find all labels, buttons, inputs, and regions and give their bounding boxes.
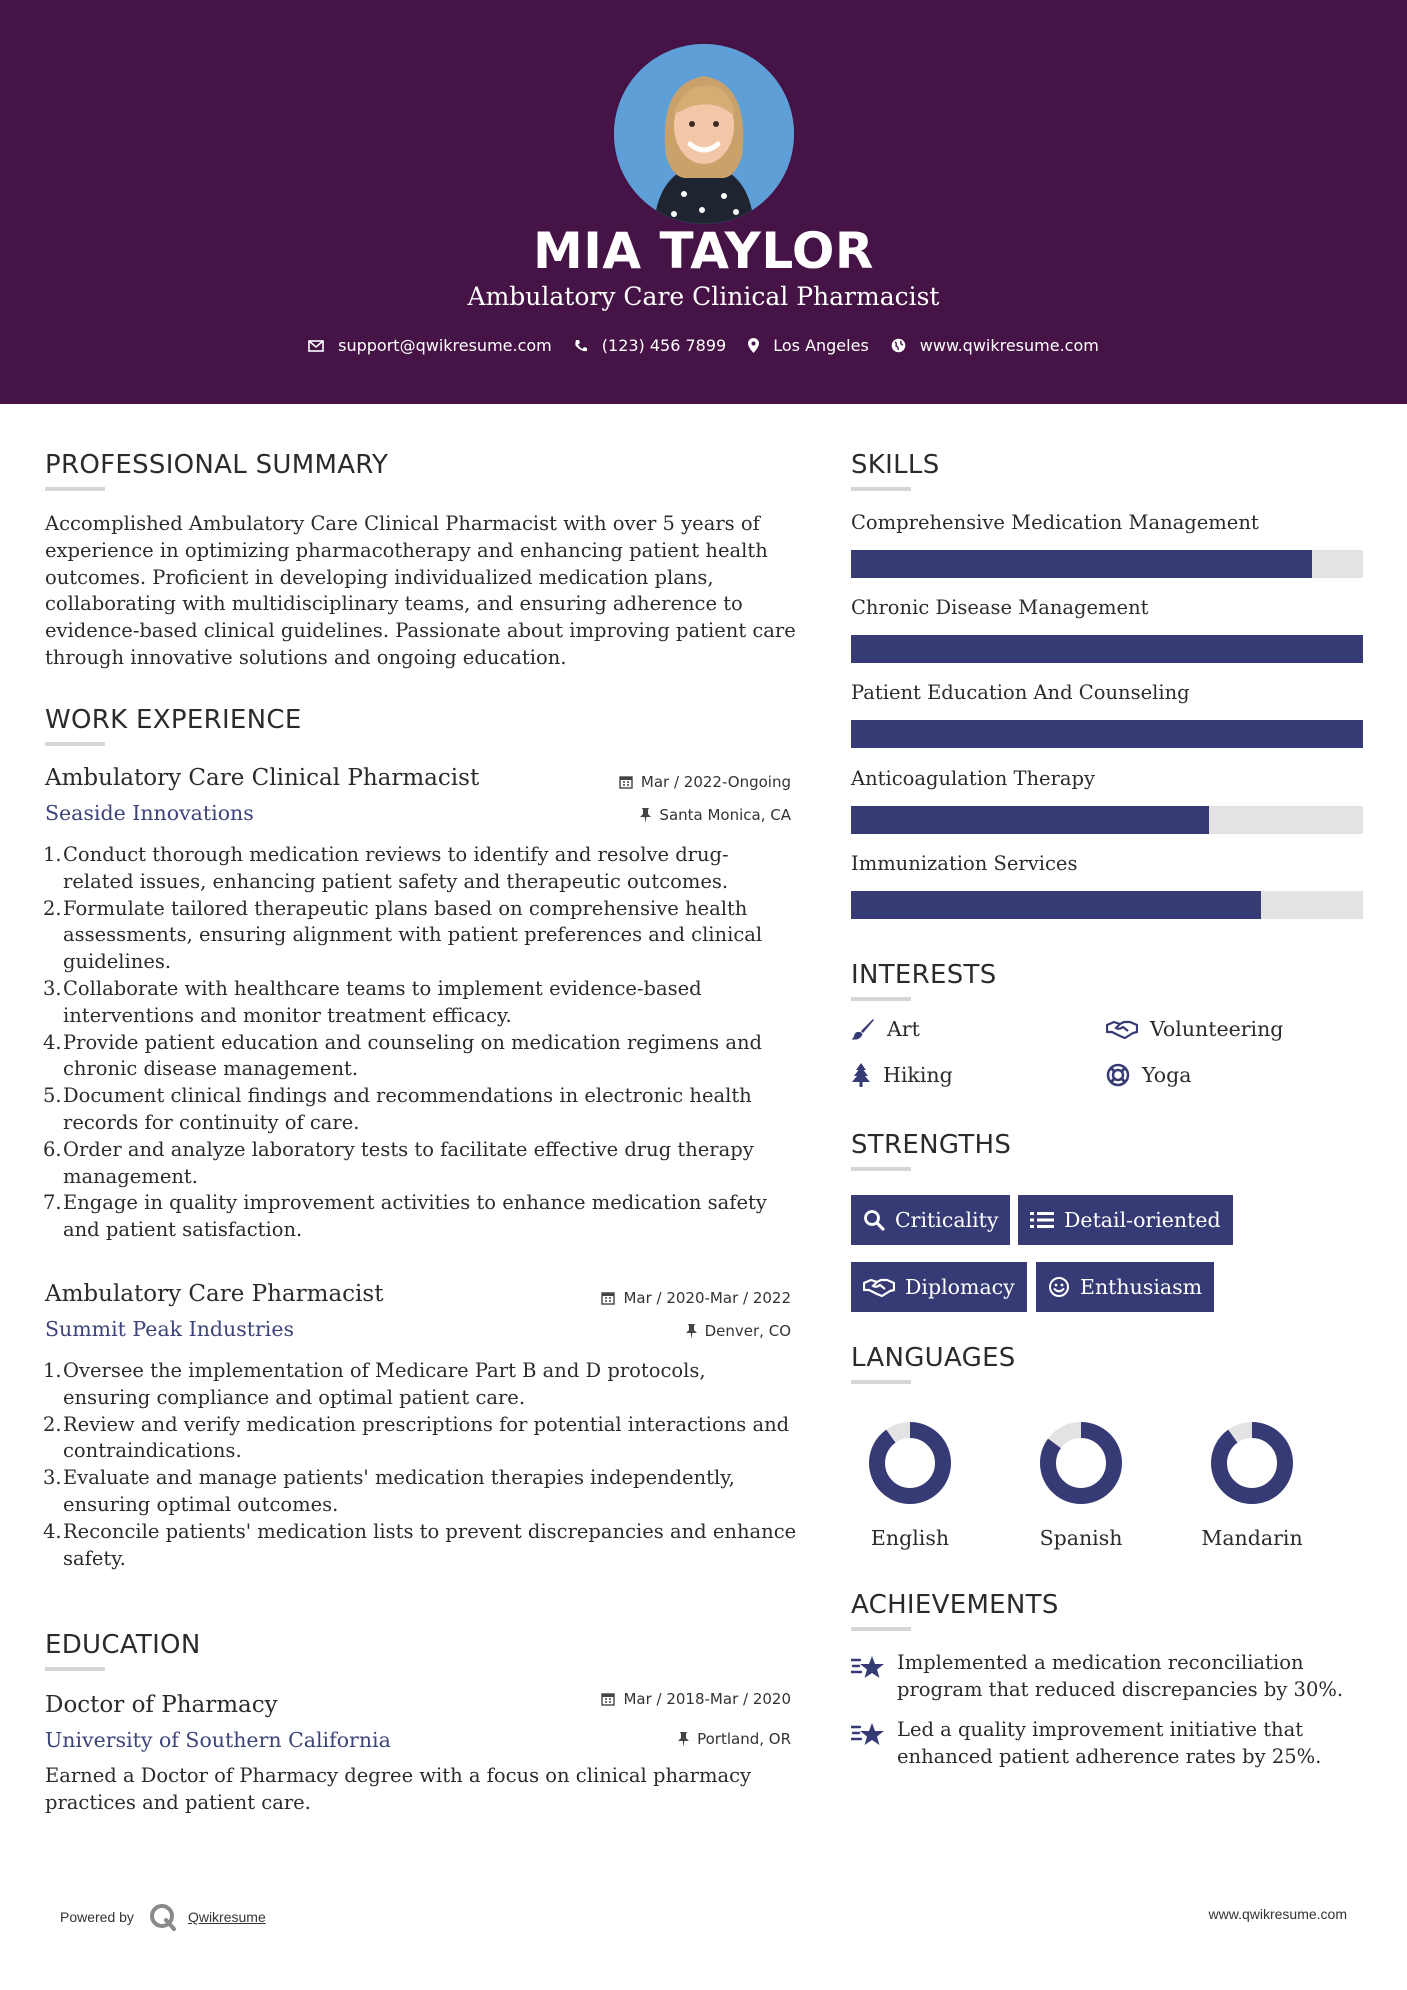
interest-item [1106,1063,1191,1087]
experience-heading-rule [45,742,105,746]
contact-phone[interactable] [574,336,726,355]
strength-label: Criticality [895,1208,999,1232]
calendar-icon [619,775,633,789]
handshake-icon [1106,1019,1138,1039]
contact-website[interactable] [891,336,1099,355]
shooting-star-icon [851,1654,885,1680]
language-name: Spanish [1039,1526,1123,1550]
language-name: Mandarin [1201,1526,1303,1550]
job-title: Ambulatory Care Clinical Pharmacist [45,765,480,791]
languages-heading: LANGUAGES [851,1343,1016,1373]
footer-powered-by [60,1902,266,1932]
lifebuoy-icon [1106,1063,1130,1087]
strength-label: Enthusiasm [1080,1275,1203,1299]
job-bullet-list [45,842,797,1244]
language-level-ring [865,1418,955,1508]
education-heading: EDUCATION [45,1630,201,1660]
calendar-icon [601,1692,615,1706]
pushpin-icon [640,808,651,823]
language-level-ring [1036,1418,1126,1508]
job-dates [619,773,791,791]
job-location [640,806,791,824]
skill-bar [851,720,1363,748]
contact-email-text: support@qwikresume.com [338,336,552,355]
pushpin-icon [686,1324,697,1339]
contact-bar [0,336,1407,355]
language-level-ring [1207,1418,1297,1508]
list-item: 5. Document clinical findings and recommendations in electronic health records for continuity of care. [43,1084,752,1134]
achievement-item [851,1717,1351,1771]
company-name: Summit Peak Industries [45,1317,294,1341]
list-item: 7. Engage in quality improvement activities to enhance medication safety and patient satisfaction. [43,1191,767,1242]
education-dates-text: Mar / 2018-Mar / 2020 [623,1690,791,1708]
skill-name: Anticoagulation Therapy [851,767,1096,790]
skill-bar [851,806,1363,834]
achievement-text: Implemented a medication reconciliation program that reduced discrepancies by 30%. [897,1651,1344,1701]
job-location-text: Santa Monica, CA [659,806,791,824]
list-item: 3. Evaluate and manage patients' medication therapies independently, ensuring optimal outcomes. [43,1466,735,1516]
skill-name: Patient Education And Counseling [851,681,1190,704]
interest-label: Volunteering [1150,1017,1284,1041]
qwikresume-logo-icon [148,1902,178,1932]
strength-tag [1036,1262,1214,1312]
skill-bar [851,891,1363,919]
job-dates-text: Mar / 2022-Ongoing [640,773,791,791]
languages-heading-rule [851,1380,911,1384]
interests-heading: INTERESTS [851,960,997,990]
powered-by-text: Powered by [60,1909,134,1925]
achievements-heading-rule [851,1627,911,1631]
list-item: 1. Conduct thorough medication reviews to identify and resolve drug-related issues, enhancing patient safety and therapeutic outcomes. [43,843,729,893]
skill-name: Immunization Services [851,852,1078,875]
education-text: Earned a Doctor of Pharmacy degree with a focus on clinical pharmacy practices and patient care. [45,1764,752,1814]
profile-photo [614,44,794,224]
education-location-text: Portland, OR [697,1730,791,1748]
phone-icon [574,339,588,353]
language-item [1021,1418,1141,1550]
skills-heading-rule [851,487,911,491]
skill-bar [851,635,1363,663]
footer-url[interactable]: www.qwikresume.com [1208,1906,1347,1922]
smile-icon [1048,1276,1070,1298]
candidate-role: Ambulatory Care Clinical Pharmacist [467,282,940,311]
list-item: 1. Oversee the implementation of Medicare Part B and D protocols, ensuring compliance and optimal patient care. [43,1359,706,1409]
interest-item [851,1017,920,1041]
strength-label: Diplomacy [905,1275,1015,1299]
summary-text: Accomplished Ambulatory Care Clinical Pharmacist with over 5 years of experience in optimizing pharmacotherapy and enhancing patient health outcomes. Proficient in developing individualized medication plans, collaborating with multidisciplinary teams, and ensuring adherence to evidence-based clinical guidelines. Passionate about improving patient care through innovative solutions and ongoing education. [45,512,796,669]
job-dates-text: Mar / 2020-Mar / 2022 [623,1289,791,1307]
interest-item [1106,1017,1283,1041]
job-bullet-list [45,1358,797,1572]
list-icon [1030,1210,1054,1230]
skill-bar-fill [851,720,1363,748]
interest-label: Hiking [883,1063,953,1087]
list-item: 6. Order and analyze laboratory tests to facilitate effective drug therapy management. [43,1137,754,1188]
skill-name: Comprehensive Medication Management [851,511,1259,534]
job-location [686,1322,791,1340]
education-location [678,1730,791,1748]
pushpin-icon [678,1732,689,1747]
education-dates [601,1690,791,1708]
skills-heading: SKILLS [851,450,940,480]
interest-label: Yoga [1142,1063,1192,1087]
list-item: 4. Reconcile patients' medication lists to prevent discrepancies and enhance safety. [43,1519,797,1570]
tree-icon [851,1063,871,1087]
summary-heading: PROFESSIONAL SUMMARY [45,450,389,480]
contact-email[interactable] [308,336,552,355]
interest-item [851,1063,953,1087]
contact-website-text: www.qwikresume.com [919,336,1099,355]
language-name: English [870,1526,950,1550]
language-item [1192,1418,1312,1550]
list-item: 2. Formulate tailored therapeutic plans based on comprehensive health assessments, ensuring alignment with patient preferences and clinical guidelines. [43,896,763,974]
strengths-heading: STRENGTHS [851,1130,1012,1160]
qwikresume-link[interactable]: Qwikresume [187,1909,266,1925]
envelope-icon [308,340,324,352]
strengths-heading-rule [851,1167,911,1171]
job-title: Ambulatory Care Pharmacist [45,1281,384,1307]
skill-name: Chronic Disease Management [851,596,1149,619]
shooting-star-icon [851,1721,885,1747]
paintbrush-icon [851,1018,875,1040]
job-location-text: Denver, CO [704,1322,791,1340]
contact-phone-text: (123) 456 7899 [601,336,727,355]
skill-bar-fill [851,635,1363,663]
list-item: 4. Provide patient education and counseling on medication regimens and chronic disease management. [43,1030,762,1081]
school-name: University of Southern California [45,1728,391,1752]
skill-bar-fill [851,891,1261,919]
skill-bar [851,550,1363,578]
search-icon [863,1209,885,1231]
degree-title: Doctor of Pharmacy [45,1692,278,1718]
globe-icon [891,338,906,353]
achievements-heading: ACHIEVEMENTS [851,1590,1059,1620]
achievement-text: Led a quality improvement initiative that enhanced patient adherence rates by 25%. [897,1718,1322,1768]
interests-heading-rule [851,997,911,1001]
candidate-name: MIA TAYLOR [533,222,874,280]
achievement-item [851,1650,1351,1704]
company-name: Seaside Innovations [45,801,254,825]
strength-tag [851,1262,1027,1312]
strength-tag [851,1195,1010,1245]
skill-bar-fill [851,806,1209,834]
education-heading-rule [45,1667,105,1671]
job-dates [601,1289,791,1307]
language-item [850,1418,970,1550]
handshake-icon [863,1277,895,1297]
list-item: 2. Review and verify medication prescriptions for potential interactions and contraindications. [43,1412,790,1463]
map-pin-icon [748,338,759,353]
strength-label: Detail-oriented [1064,1208,1221,1232]
strength-tag [1018,1195,1233,1245]
list-item: 3. Collaborate with healthcare teams to implement evidence-based interventions and monitor treatment efficacy. [43,976,702,1027]
skill-bar-fill [851,550,1312,578]
resume-header [0,0,1407,404]
calendar-icon [601,1291,615,1305]
interest-label: Art [887,1017,920,1041]
contact-location-text: Los Angeles [773,336,869,355]
contact-location [748,336,869,355]
summary-heading-rule [45,487,105,491]
experience-heading: WORK EXPERIENCE [45,705,302,735]
